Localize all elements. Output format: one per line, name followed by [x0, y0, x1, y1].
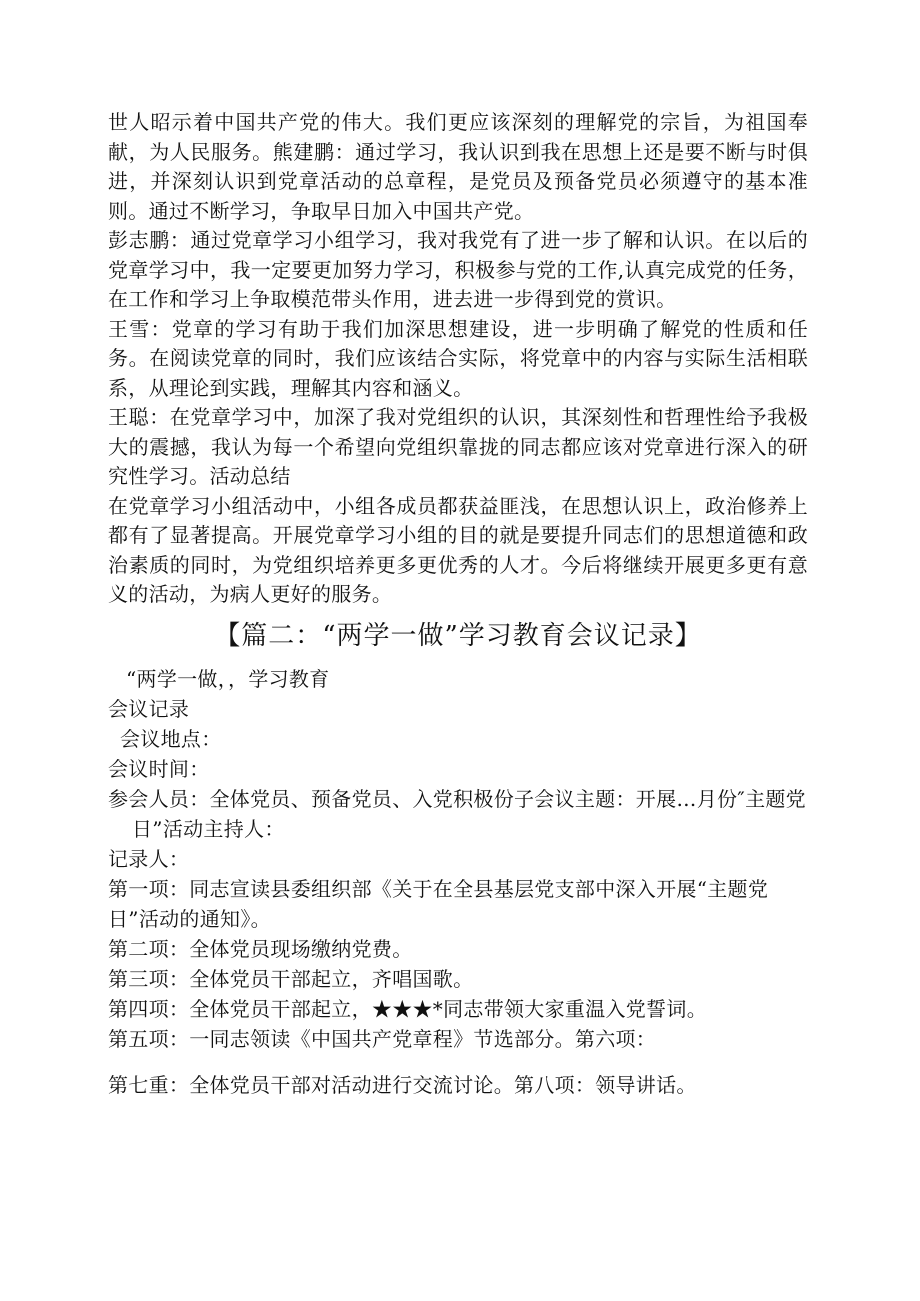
section-heading: 【篇二：“两学一做”学习教育会议记录】: [214, 620, 702, 651]
paragraph-summary: 在党章学习小组活动中，小组各成员都获益匪浅，在思想认识上，政治修养上都有了显著提高。开展党章学习小组的目的就是要提升同志们的思想道德和政治素质的同时，为党组织培养更多更优秀的人才。今后将继续开展更多更有意义的活动，为病人更好的服务。: [108, 493, 808, 606]
spacer: [108, 1054, 808, 1070]
document-page: [108, 108, 808, 1100]
paragraph-opinions-2: 彭志鹏：通过党章学习小组学习，我对我党有了进一步了解和认识。在以后的党章学习中，我一定要更加努力学习，积极参与党的工作,认真完成党的任务，在工作和学习上争取模范带头作用，进去进一步得到党的赏识。: [108, 228, 808, 311]
agenda-item-5: 第五项：一同志领读《中国共产党章程》节选部分。第六项：: [108, 1026, 657, 1051]
agenda-item-2: 第二项：全体党员现场缴纳党费。: [108, 936, 413, 961]
record-title: “两学一做，，学习教育: [126, 666, 330, 691]
agenda-item-4: 第四项：全体党员干部起立，★★★*同志带领大家重温入党誓词。: [108, 996, 707, 1021]
record-subtitle: 会议记录: [108, 696, 190, 721]
meeting-attendees: 参会人员：全体党员、预备党员、入党积极份子会议主题：开展…月份″主题党日”活动主持人：: [108, 786, 806, 841]
meeting-recorder: 记录人：: [108, 846, 190, 871]
meeting-location: 会议地点：: [120, 726, 222, 751]
agenda-item-7: 第七重：全体党员干部对活动进行交流讨论。第八项：领导讲话。: [108, 1072, 697, 1097]
agenda-item-3: 第三项：全体党员干部起立，齐唱国歌。: [108, 966, 474, 991]
paragraph-opinions-1: 世人昭示着中国共产党的伟大。我们更应该深刻的理解党的宗旨，为祖国奉献，为人民服务。熊建鹏：通过学习，我认识到我在思想上还是要不断与时俱进，并深刻认识到党章活动的总章程，是党员及预备党员必须遵守的基本准则。通过不断学习，争取早日加入中国共产党。: [108, 110, 808, 223]
paragraph-opinions-4: 王聪：在党章学习中，加深了我对党组织的认识，其深刻性和哲理性给予我极大的震撼，我认为每一个希望向党组织靠拢的同志都应该对党章进行深入的研究性学习。活动总结: [108, 405, 808, 488]
paragraph-opinions-3: 王雪：党章的学习有助于我们加深思想建设，进一步明确了解党的性质和任务。在阅读党章的同时，我们应该结合实际，将党章中的内容与实际生活相联系，从理论到实践，理解其内容和涵义。: [108, 316, 808, 400]
meeting-time: 会议时间：: [108, 756, 210, 781]
agenda-item-1: 第一项：同志宣读县委组织部《关于在全县基层党支部中深入开展“主题党日”活动的通知》。: [108, 876, 769, 931]
